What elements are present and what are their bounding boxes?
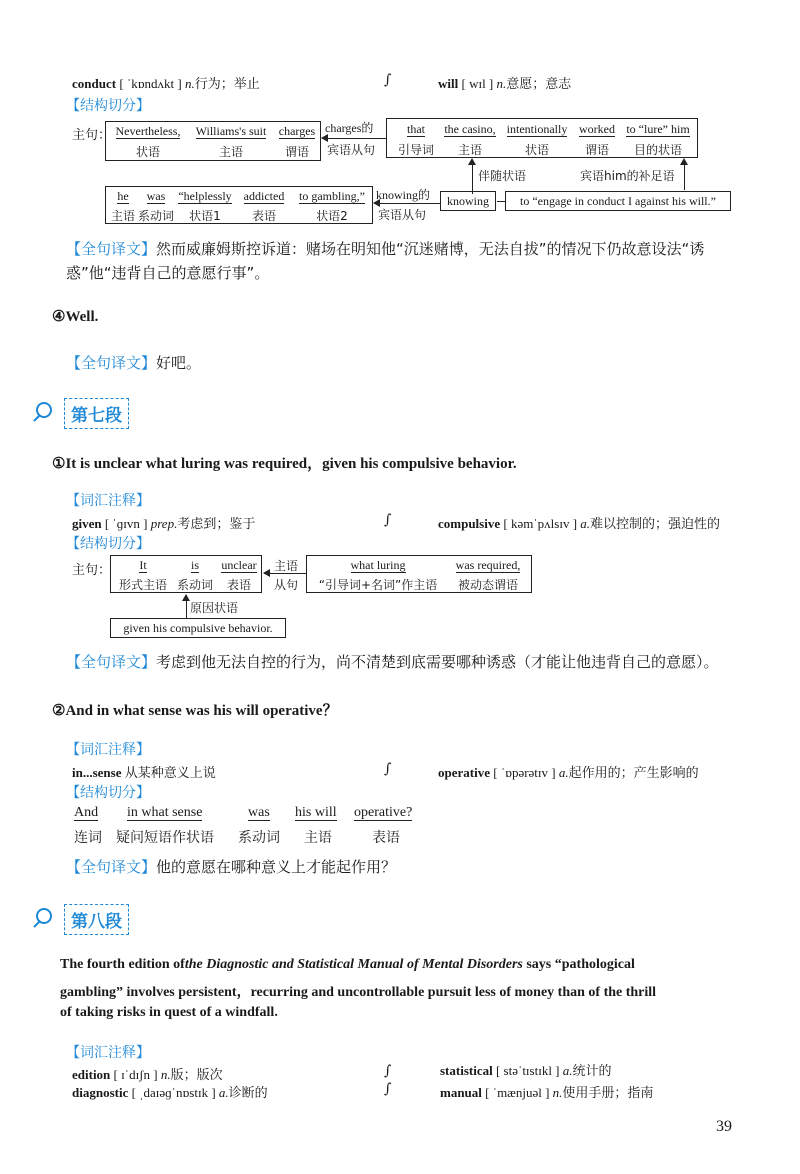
main-clause-label: 主句： bbox=[72, 128, 112, 143]
paragraph-title: 第七段 bbox=[64, 398, 129, 429]
translation-7-1: 【全句译文】考虑到他无法自控的行为，尚不清楚到底需要哪种诱惑（才能让他违背自己的意愿）。 bbox=[66, 653, 719, 671]
seg: that bbox=[407, 122, 425, 136]
role: 状语 bbox=[524, 143, 549, 157]
translation-1b: 惑”他“违背自己的意愿行事”。 bbox=[66, 264, 270, 282]
vocab-operative: operative [ ˈɒpərətɪv ] a.起作用的；产生影响的 bbox=[438, 765, 699, 781]
role: 状语2 bbox=[316, 209, 348, 223]
struct-role: 系动词 bbox=[238, 830, 280, 846]
vocab-tag: 【词汇注释】 bbox=[66, 493, 150, 509]
divider-icon: ∫ bbox=[384, 761, 392, 777]
struct-word: in what sense bbox=[127, 805, 203, 820]
word: will bbox=[438, 76, 459, 91]
vocab-statistical: statistical [ stəˈtɪstɪkl ] a.统计的 bbox=[440, 1063, 612, 1079]
pos: n. bbox=[184, 76, 195, 91]
main-clause-label: 主句： bbox=[72, 563, 112, 578]
translation-4: 【全句译文】好吧。 bbox=[66, 354, 202, 372]
translation-7-2: 【全句译文】他的意愿在哪种意义上才能起作用？ bbox=[66, 858, 397, 876]
seg: worked bbox=[579, 122, 615, 136]
struct-word: was bbox=[248, 805, 270, 820]
seg: to gambling,” bbox=[299, 189, 365, 203]
vocab-compulsive: compulsive [ kəmˈpʌlsɪv ] a.难以控制的；强迫性的 bbox=[438, 516, 721, 532]
vocab-diagnostic: diagnostic [ ˌdaɪəɡˈnɒstɪk ] a.诊断的 bbox=[72, 1085, 268, 1101]
role: 状语1 bbox=[189, 209, 221, 223]
divider-icon: ∫ bbox=[384, 512, 392, 528]
sentence-7-1: ①It is unclear what luring was required，given his compulsive behavior. bbox=[52, 456, 517, 472]
struct-word: operative? bbox=[354, 805, 413, 820]
sentence-4: ④Well. bbox=[52, 309, 99, 325]
seg: Williams's suit bbox=[195, 124, 267, 138]
divider-icon: ∫ bbox=[384, 1081, 392, 1097]
pos: n. bbox=[496, 76, 507, 91]
seg: “helplessly bbox=[178, 189, 232, 203]
vocab-given: given [ ˈɡɪvn ] prep.考虑到；鉴于 bbox=[72, 516, 256, 532]
knowing-de: knowing的 bbox=[376, 188, 431, 202]
vocab-tag: 【词汇注释】 bbox=[66, 1045, 150, 1061]
vocab-tag: 【词汇注释】 bbox=[66, 742, 150, 758]
vocab-manual: manual [ ˈmænjuəl ] n.使用手册；指南 bbox=[440, 1085, 654, 1101]
role: 系动词 bbox=[138, 209, 175, 223]
seg: Nevertheless, bbox=[115, 124, 181, 138]
seg: charges bbox=[278, 124, 316, 138]
vocab-will bbox=[438, 73, 571, 92]
obj-clause-label-2: 宾语从句 bbox=[378, 208, 427, 222]
seg: he bbox=[117, 189, 129, 203]
page-number: 39 bbox=[716, 1118, 732, 1135]
knowing-box: knowing bbox=[440, 191, 496, 211]
seg: the casino, bbox=[444, 122, 496, 136]
vocab-edition: edition [ ɪˈdɪʃn ] n.版；版次 bbox=[72, 1067, 223, 1083]
struct-tag: 【结构切分】 bbox=[66, 785, 150, 801]
divider-icon: ∫ bbox=[384, 72, 392, 88]
seg: intentionally bbox=[506, 122, 568, 136]
role: 主语 bbox=[110, 209, 135, 223]
struct-role: 表语 bbox=[372, 830, 400, 846]
struct-tag: 【结构切分】 bbox=[66, 536, 150, 552]
seg: to “lure” him bbox=[626, 122, 690, 136]
struct-role: 疑问短语作状语 bbox=[116, 830, 214, 846]
vocab-in-sense: in...sense 从某种意义上说 bbox=[72, 765, 216, 781]
seg: was bbox=[146, 189, 166, 203]
sentence-7-2: ②And in what sense was his will operative？ bbox=[52, 703, 338, 719]
engage-box: to “engage in conduct I against his will.” bbox=[505, 191, 731, 211]
struct-word: And bbox=[74, 805, 99, 820]
charges-de: charges的 bbox=[325, 121, 374, 135]
struct-word: his will bbox=[295, 805, 337, 820]
p8-line-2: gambling” involves persistent，recurring and uncontrollable pursuit less of money than of the thrill bbox=[60, 985, 657, 1000]
meaning: 意愿；意志 bbox=[506, 77, 572, 92]
given-box: given his compulsive behavior. bbox=[110, 618, 286, 638]
vocab-conduct bbox=[72, 73, 260, 92]
structure-box-3 bbox=[105, 186, 373, 224]
meaning: 行为；举止 bbox=[194, 77, 260, 92]
struct-role: 主语 bbox=[304, 830, 332, 846]
role: 谓语 bbox=[284, 145, 309, 159]
divider-icon: ∫ bbox=[384, 1063, 392, 1079]
ipa: [ ˈkɒndʌkt ] bbox=[119, 76, 182, 91]
structure-box-1 bbox=[105, 121, 321, 161]
struct-tag: 【结构切分】 bbox=[66, 98, 150, 114]
structure-box-2 bbox=[386, 118, 698, 158]
role: 目的状语 bbox=[633, 143, 682, 157]
paragraph-7-header bbox=[34, 398, 129, 429]
structure-box-7a: It is unclear 形式主语 系动词 表语 bbox=[110, 555, 262, 593]
accomp-label: 伴随状语 bbox=[478, 169, 527, 183]
structure-box-7b: what luring was required, “引导词+名词”作主语 被动态谓语 bbox=[306, 555, 532, 593]
role: 引导词 bbox=[397, 143, 434, 157]
role: 主语 bbox=[457, 143, 482, 157]
paragraph-8-header bbox=[34, 904, 129, 935]
role: 主语 bbox=[218, 145, 243, 159]
him-comp-label: 宾语him的补足语 bbox=[580, 169, 675, 183]
struct-role: 连词 bbox=[74, 830, 102, 846]
ipa: [ wɪl ] bbox=[461, 76, 494, 91]
role: 谓语 bbox=[584, 143, 609, 157]
p8-line-1: The fourth edition ofthe Diagnostic and Statistical Manual of Mental Disorders says “pathological bbox=[60, 957, 635, 972]
role: 表语 bbox=[251, 209, 276, 223]
p8-line-3: of taking risks in quest of a windfall. bbox=[60, 1005, 278, 1020]
seg: addicted bbox=[243, 189, 285, 203]
role: 状语 bbox=[135, 145, 160, 159]
translation-1: 【全句译文】然而威廉姆斯控诉道：赌场在明知他“沉迷赌博，无法自拔”的情况下仍故意设法“诱 bbox=[66, 240, 705, 258]
magnifier-icon bbox=[34, 907, 60, 933]
paragraph-title: 第八段 bbox=[64, 904, 129, 935]
word: conduct bbox=[72, 76, 117, 91]
magnifier-icon bbox=[34, 401, 60, 427]
obj-clause-label: 宾语从句 bbox=[327, 143, 376, 157]
